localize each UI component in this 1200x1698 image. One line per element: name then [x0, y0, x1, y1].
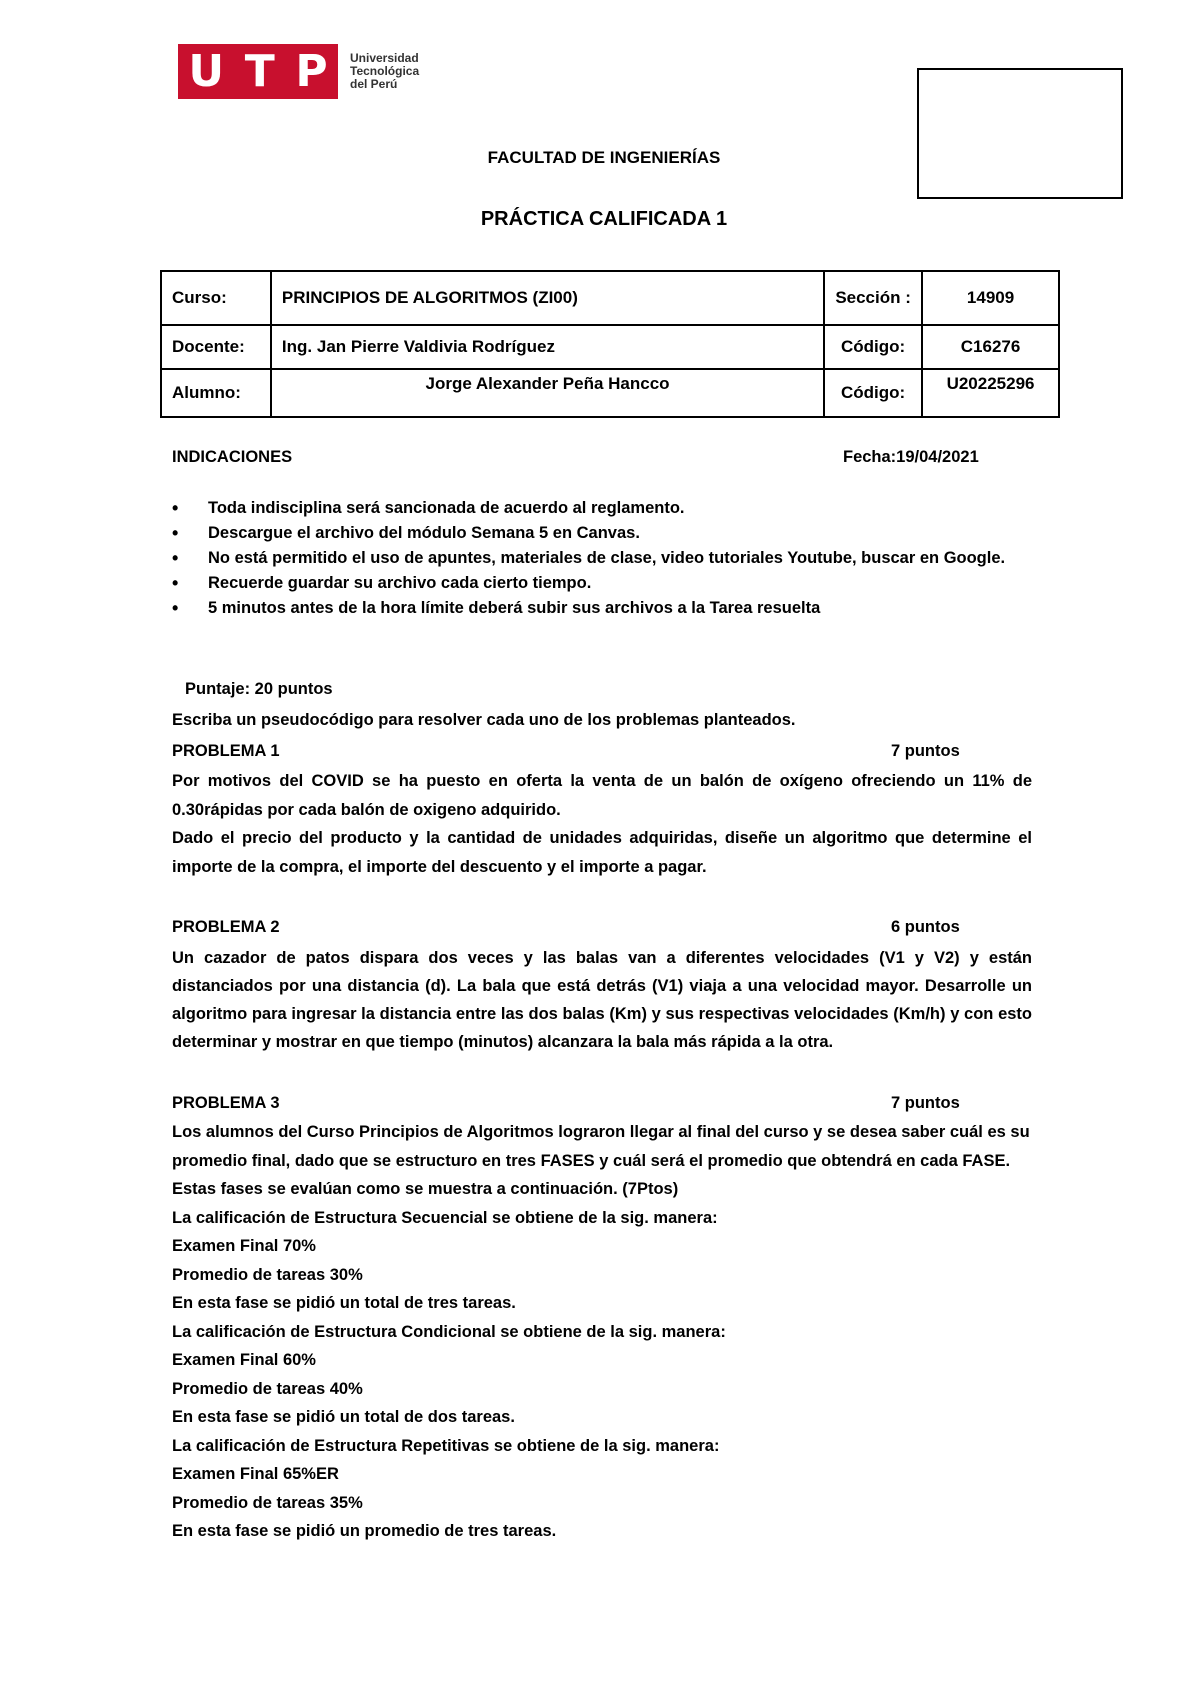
student-code-value: U20225296 — [922, 369, 1059, 417]
teacher-code-value: C16276 — [922, 325, 1059, 369]
problem-3-line: Promedio de tareas 30% — [172, 1265, 363, 1284]
problem-2-title: PROBLEMA 2 — [172, 918, 280, 936]
problem-3-line: Examen Final 60% — [172, 1351, 316, 1369]
problem-3-line: Promedio de tareas 35% — [172, 1493, 363, 1512]
problem-1-paragraph: Dado el precio del producto y la cantidad de unidades adquiridas, diseñe un algoritmo que determine el importe de la compra, el importe del descuento y el importe a pagar. — [172, 829, 1032, 876]
utp-logo-mark — [178, 44, 338, 99]
problem-3-line: La calificación de Estructura Condicional se obtiene de la sig. manera: — [172, 1322, 726, 1341]
problem-3-line: Examen Final 70% — [172, 1237, 316, 1255]
course-value: PRINCIPIOS DE ALGORITMOS (ZI00) — [271, 271, 824, 325]
section-value: 14909 — [922, 271, 1059, 325]
student-row — [161, 369, 1059, 417]
problem-2-paragraph: Un cazador de patos dispara dos veces y las balas van a diferentes velocidades (V1 y V2) y están distanciados por una distancia (d). La bala que está detrás (V1) viaja a una velocidad mayor. Desarrolle un algoritmo para ingresar la distancia entre las dos balas (Km) y sus respectivas velocidades (Km/h) y con esto determinar y mostrar en que tiempo (minutos) alcanzara la bala más rápida a la otra. — [172, 949, 1032, 1051]
photo-box — [917, 68, 1123, 199]
list-item: • 5 minutos antes de la hora límite deberá subir sus archivos a la Tarea resuelta — [172, 596, 1032, 621]
problem-3-line: En esta fase se pidió un total de tres tareas. — [172, 1294, 516, 1312]
problem-1-points: 7 puntos — [891, 742, 960, 760]
instructions-list — [172, 496, 1032, 621]
teacher-code-label: Código: — [824, 325, 922, 369]
problem-3-line: Examen Final 65%ER — [172, 1465, 339, 1483]
problem-1-title: PROBLEMA 1 — [172, 742, 280, 760]
problem-3-line: promedio final, dado que se estructuro en tres FASES y cuál será el promedio que obtendrá en cada FASE. — [172, 1151, 1011, 1170]
teacher-value: Ing. Jan Pierre Valdivia Rodríguez — [271, 325, 824, 369]
score-text: Puntaje: 20 puntos — [185, 680, 333, 698]
student-value: Jorge Alexander Peña Hancco — [271, 369, 824, 417]
teacher-row — [161, 325, 1059, 369]
problem-2-points: 6 puntos — [891, 918, 960, 936]
problem-3-line: Promedio de tareas 40% — [172, 1379, 363, 1398]
exam-title: PRÁCTICA CALIFICADA 1 — [480, 208, 728, 230]
problem-3-line: La calificación de Estructura Repetitivas se obtiene de la sig. manera: — [172, 1436, 720, 1455]
problem-3-line: Estas fases se evalúan como se muestra a continuación. (7Ptos) — [172, 1180, 679, 1198]
list-item: • Descargue el archivo del módulo Semana 5 en Canvas. — [172, 521, 1032, 546]
logo-wordmark: Universidad Tecnológica del Perú — [350, 51, 420, 91]
teacher-label: Docente: — [161, 325, 271, 369]
exam-date: Fecha:19/04/2021 — [843, 448, 979, 466]
intro-text: Escriba un pseudocódigo para resolver cada uno de los problemas planteados. — [172, 711, 796, 729]
info-table — [160, 270, 1060, 418]
problem-3-points: 7 puntos — [891, 1094, 960, 1112]
problem-1-paragraph: Por motivos del COVID se ha puesto en oferta la venta de un balón de oxígeno ofreciendo un 11% de 0.30rápidas por cada balón de oxigeno adquirido. — [172, 772, 1032, 819]
faculty-heading: FACULTAD DE INGENIERÍAS — [487, 148, 721, 167]
problem-3-line: En esta fase se pidió un promedio de tres tareas. — [172, 1522, 557, 1540]
logo-letter-u: U — [188, 45, 225, 97]
utp-logo — [178, 44, 419, 99]
list-item: • No está permitido el uso de apuntes, materiales de clase, video tutoriales Youtube, buscar en Google. — [172, 546, 1032, 571]
instructions-heading: INDICACIONES — [172, 448, 293, 466]
section-label: Sección : — [824, 271, 922, 325]
list-item: • Toda indisciplina será sancionada de acuerdo al reglamento. — [172, 496, 1032, 521]
problem-3-line: Los alumnos del Curso Principios de Algoritmos lograron llegar al final del curso y se desea saber cuál es su — [172, 1123, 1030, 1141]
problem-3-line: La calificación de Estructura Secuencial se obtiene de la sig. manera: — [172, 1208, 718, 1227]
problem-3-body — [172, 1118, 1030, 1546]
logo-letter-t: T — [244, 45, 275, 97]
logo-letter-p: P — [295, 45, 328, 97]
problem-3-line: En esta fase se pidió un total de dos tareas. — [172, 1408, 515, 1426]
student-label: Alumno: — [161, 369, 271, 417]
list-item: • Recuerde guardar su archivo cada cierto tiempo. — [172, 571, 1032, 596]
problem-3-title: PROBLEMA 3 — [172, 1094, 280, 1112]
student-code-label: Código: — [824, 369, 922, 417]
course-label: Curso: — [161, 271, 271, 325]
course-row — [161, 271, 1059, 325]
